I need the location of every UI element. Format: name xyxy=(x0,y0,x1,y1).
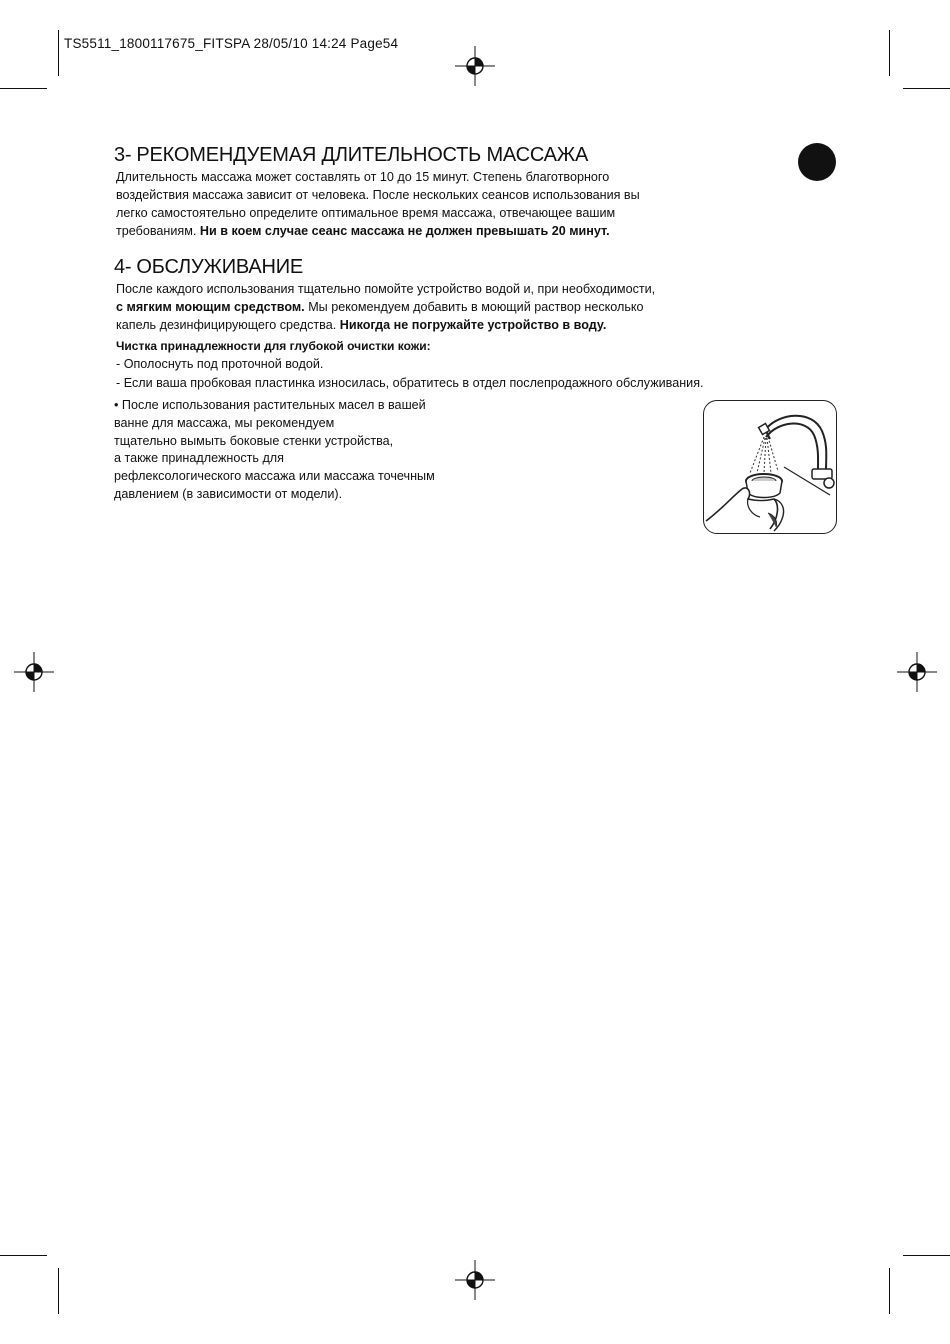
note-line: рефлексологического массажа или массажа точечным xyxy=(114,469,435,484)
paragraph-line: легко самостоятельно определите оптимальное время массажа, отвечающее вашим xyxy=(116,206,616,220)
print-slug-line: TS5511_1800117675_FITSPA 28/05/10 14:24 Page54 xyxy=(64,36,399,51)
section-tab-dot xyxy=(798,143,836,181)
section-4-heading xyxy=(114,256,303,279)
section-4-title: ОБСЛУЖИВАНИЕ xyxy=(136,256,304,278)
cleaning-subheading: Чистка принадлежности для глубокой очистки кожи: xyxy=(116,339,431,353)
paragraph-line xyxy=(116,222,640,240)
section-3-title: РЕКОМЕНДУЕМАЯ ДЛИТЕЛЬНОСТЬ МАССАЖА xyxy=(136,144,589,166)
section-3-paragraph xyxy=(116,168,640,240)
hand-rinsing-under-faucet-icon xyxy=(704,401,836,533)
paragraph-bold-text: с мягким моющим средством. xyxy=(116,300,305,314)
paragraph-line: Длительность массажа может составлять от 10 до 15 минут. Степень благотворного xyxy=(116,170,610,184)
immersion-warning: Никогда не погружайте устройство в воду. xyxy=(339,318,607,332)
note-line: ванне для массажа, мы рекомендуем xyxy=(114,415,335,430)
registration-mark-right-icon xyxy=(897,652,937,692)
rinsing-illustration xyxy=(703,400,837,534)
paragraph-text: Мы рекомендуем добавить в моющий раствор несколько xyxy=(308,300,644,314)
registration-mark-left-icon xyxy=(14,652,54,692)
section-4-number: 4- xyxy=(114,256,132,278)
section-4-paragraph xyxy=(116,280,655,334)
oil-cleaning-note xyxy=(114,397,435,504)
paragraph-line xyxy=(116,298,655,316)
paragraph-text: требованиям. xyxy=(116,224,197,238)
section-3-number: 3- xyxy=(114,144,132,166)
section-3-heading xyxy=(114,144,588,167)
registration-mark-top-icon xyxy=(455,46,495,86)
paragraph-line: После каждого использования тщательно помойте устройство водой и, при необходимости, xyxy=(116,282,656,296)
note-line: а также принадлежность для xyxy=(114,451,284,466)
paragraph-line xyxy=(116,316,655,334)
paragraph-text: капель дезинфицирующего средства. xyxy=(116,318,337,332)
note-line: давлением (в зависимости от модели). xyxy=(114,486,343,501)
note-line: • После использования растительных масел в вашей xyxy=(114,398,426,412)
note-line: тщательно вымыть боковые стенки устройства, xyxy=(114,433,394,448)
paragraph-line: воздействия массажа зависит от человека. После нескольких сеансов использования вы xyxy=(116,188,640,202)
list-item: - Ополоснуть под проточной водой. xyxy=(116,357,324,371)
cleaning-steps-list xyxy=(116,355,704,392)
list-item: - Если ваша пробковая пластинка износилась, обратитесь в отдел послепродажного обслуживания. xyxy=(116,375,704,390)
registration-mark-bottom-icon xyxy=(455,1260,495,1300)
duration-warning: Ни в коем случае сеанс массажа не должен превышать 20 минут. xyxy=(199,224,610,238)
